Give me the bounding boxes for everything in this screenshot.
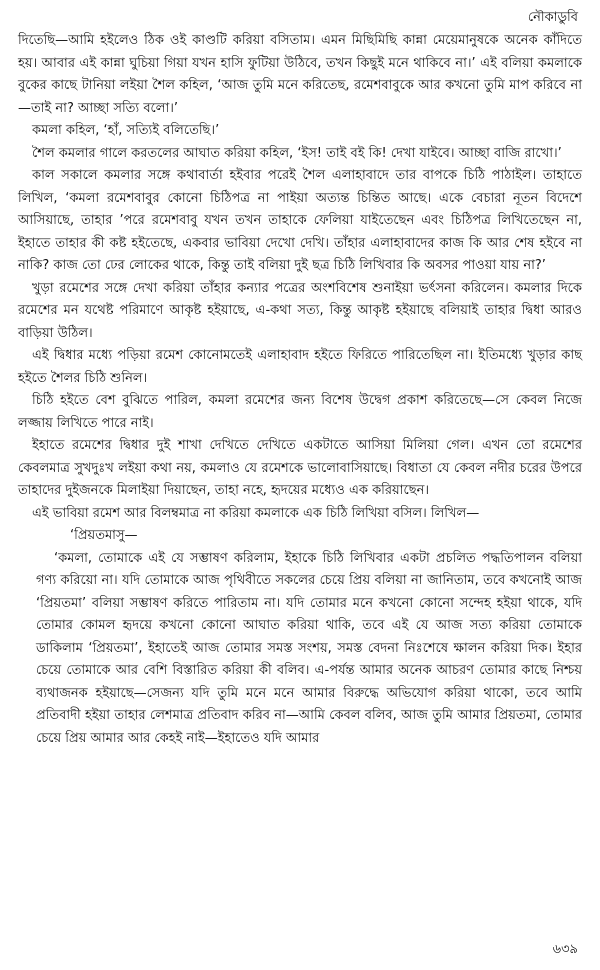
- paragraph: চিঠি হইতে বেশ বুঝিতে পারিল, কমলা রমেশের জন্য বিশেষ উদ্বেগ প্রকাশ করিতেছে—সে কেবল নিজে লজ্জায় লিখিতে পারে নাই।: [18, 393, 582, 431]
- letter-body: ‘কমলা, তোমাকে এই যে সম্ভাষণ করিলাম, ইহাকে চিঠি লিখিবার একটা প্রচলিত পদ্ধতিপালন বলিয়া গণ্য করিয়ো না। যদি তোমাকে আজ পৃথিবীতে সকলের চেয়ে প্রিয় বলিয়া না জানিতাম, তবে কখনোই আজ ‘প্রিয়তমা’ বলিয়া সম্ভাষণ করিতে পারিতাম না। যদি তোমার মনে কখনো কোনো সন্দেহ হইয়া থাকে, যদি তোমার কোমল হৃদয়ে কখনো কোনো আঘাত করিয়া থাকি, তবে এই যে আজ সত্য করিয়া তোমাকে ডাকিলাম ‘প্রিয়তমা’, ইহাতেই আজ তোমার সমস্ত সংশয়, সমস্ত বেদনা নিঃশেষে ক্ষালন করিয়া দিক। ইহার চেয়ে তোমাকে আর বেশি বিস্তারিত করিয়া কী বলিব। এ-পর্যন্ত আমার অনেক আচরণ তোমার কাছে নিশ্চয় ব্যথাজনক হইয়াছে—সেজন্য যদি তুমি মনে মনে আমার বিরুদ্ধে অভিযোগ করিয়া থাকো, তবে আমি প্রতিবাদী হইয়া তাহার লেশমাত্র প্রতিবাদ করিব না—আমি কেবল বলিব, আজ তুমি আমার প্রিয়তমা, তোমার চেয়ে প্রিয় আমার আর কেহই নাই—ইহাতেও যদি আমার: [36, 550, 582, 746]
- paragraph: শৈল কমলার গালে করতলের আঘাত করিয়া কহিল, ‘ইস! তাই বই কি! দেখা যাইবে। আচ্ছা বাজি রাখো।’: [32, 145, 562, 161]
- letter-salutation: ‘প্রিয়তমাসু—: [70, 528, 138, 543]
- page-number: ৬৩৯: [552, 942, 578, 957]
- body-text: [18, 30, 582, 750]
- paragraph: কমলা কহিল, ‘হাঁ, সত্যিই বলিতেছি।’: [32, 123, 220, 138]
- paragraph: খুড়া রমেশের সঙ্গে দেখা করিয়া তাঁহার কন্যার পত্রের অংশবিশেষ শুনাইয়া ভর্ৎসনা করিলেন। কমলার দিকে রমেশের মন যথেষ্ট পরিমাণে আকৃষ্ট হইয়াছে, এ-কথা সত্য, কিন্তু আকৃষ্ট হইয়াছে বলিয়াই তাহার দ্বিধা আরও বাড়িয়া উঠিল।: [18, 280, 582, 341]
- paragraph: ইহাতে রমেশের দ্বিধার দুই শাখা দেখিতে দেখিতে একটাতে আসিয়া মিলিয়া গেল। এখন তো রমেশের কেবলমাত্র সুখদুঃখ লইয়া কথা নয়, কমলাও যে রমেশকে ভালোবাসিয়াছে। বিধাতা যে কেবল নদীর চরের উপরে তাহাদের দুইজনকে মিলাইয়া দিয়াছেন, তাহা নহে, হৃদয়ের মধ্যেও এক করিয়াছেন।: [18, 438, 582, 498]
- running-header: নৌকাডুবি: [527, 10, 578, 25]
- paragraph: কাল সকালে কমলার সঙ্গে কথাবার্তা হইবার পরেই শৈল এলাহাবাদে তার বাপকে চিঠি পাঠাইল। তাহাতে লিখিল, ‘কমলা রমেশবাবুর কোনো চিঠিপত্র না পাইয়া অত্যন্ত চিন্তিত আছে। একে বেচারা নূতন বিদেশে আসিয়াছে, তাহার ’পরে রমেশবাবু যখন তখন তাহাকে ফেলিয়া যাইতেছেন এবং চিঠিপত্র লিখিতেছেন না, ইহাতে তাহার কী কষ্ট হইতেছে, একবার ভাবিয়া দেখো দেখি। তাঁহার এলাহাবাদের কাজ কি আর শেষ হইবে না নাকি? কাজ তো ঢের লোকের থাকে, কিন্তু তাই বলিয়া দুই ছত্র চিঠি লিখিবার কি অবসর পাওয়া যায় না?’: [18, 168, 582, 273]
- paragraph: এই ভাবিয়া রমেশ আর বিলম্বমাত্র না করিয়া কমলাকে এক চিঠি লিখিয়া বসিল। লিখিল—: [32, 505, 480, 521]
- paragraph: দিতেছি—আমি হইলেও ঠিক ওই কাণ্ডটি করিয়া বসিতাম। এমন মিছিমিছি কান্না মেয়েমানুষকে অনেক কাঁদিতে হয়। আবার এই কান্না ঘুচিয়া গিয়া যখন হাসি ফুটিয়া উঠিবে, তখন কিছুই মনে থাকিবে না।’ এই বলিয়া কমলাকে বুকের কাছে টানিয়া লইয়া শৈল কহিল, ‘আজ তুমি মনে করিতেছ, রমেশবাবুকে আর কখনো তুমি মাপ করিবে না—তাই না? আচ্ছা সত্যি বলো।’: [18, 33, 582, 116]
- paragraph: এই দ্বিধার মধ্যে পড়িয়া রমেশ কোনোমতেই এলাহাবাদ হইতে ফিরিতে পারিতেছিল না। ইতিমধ্যে খুড়ার কাছ হইতে শৈলর চিঠি শুনিল।: [18, 348, 582, 386]
